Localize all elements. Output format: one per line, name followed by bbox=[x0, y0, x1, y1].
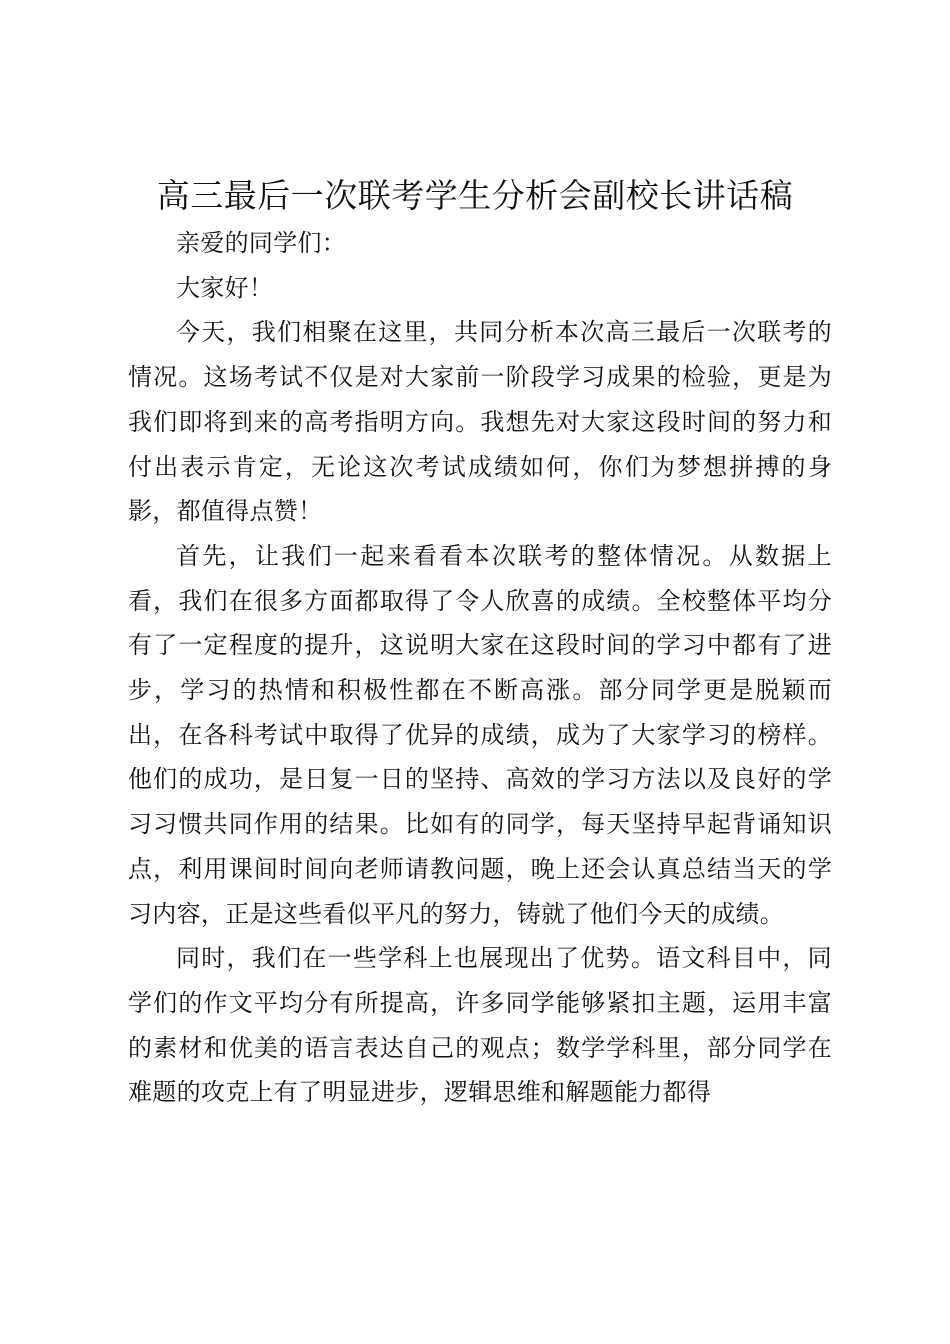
overall-situation-paragraph: 首先，让我们一起来看看本次联考的整体情况。从数据上看，我们在很多方面都取得了令人欣喜的成绩。全校整体平均分有了一定程度的提升，这说明大家在这段时间的学习中都有了进步，学习的热情和积极性都在不断高涨。部分同学更是脱颖而出，在各科考试中取得了优异的成绩，成为了大家学习的榜样。他们的成功，是日复一日的坚持、高效的学习方法以及良好的学习习惯共同作用的结果。比如有的同学，每天坚持早起背诵知识点，利用课间时间向老师请教问题，晚上还会认真总结当天的学习内容，正是这些看似平凡的努力，铸就了他们今天的成绩。 bbox=[128, 541, 832, 928]
salutation-paragraph: 大家好！ bbox=[176, 273, 274, 302]
document-body bbox=[128, 221, 832, 1115]
subject-strengths-paragraph: 同时，我们在一些学科上也展现出了优势。语文科目中，同学们的作文平均分有所提高，许多同学能够紧扣主题，运用丰富的素材和优美的语言表达自己的观点；数学学科里，部分同学在难题的攻克上有了明显进步，逻辑思维和解题能力都得 bbox=[128, 944, 832, 1107]
document-title: 高三最后一次联考学生分析会副校长讲话稿 bbox=[156, 176, 794, 215]
intro-paragraph: 今天，我们相聚在这里，共同分析本次高三最后一次联考的情况。这场考试不仅是对大家前一阶段学习成果的检验，更是为我们即将到来的高考指明方向。我想先对大家这段时间的努力和付出表示肯定，无论这次考试成绩如何，你们为梦想拼搏的身影，都值得点赞！ bbox=[128, 318, 832, 526]
greeting-paragraph: 亲爱的同学们： bbox=[176, 229, 347, 257]
